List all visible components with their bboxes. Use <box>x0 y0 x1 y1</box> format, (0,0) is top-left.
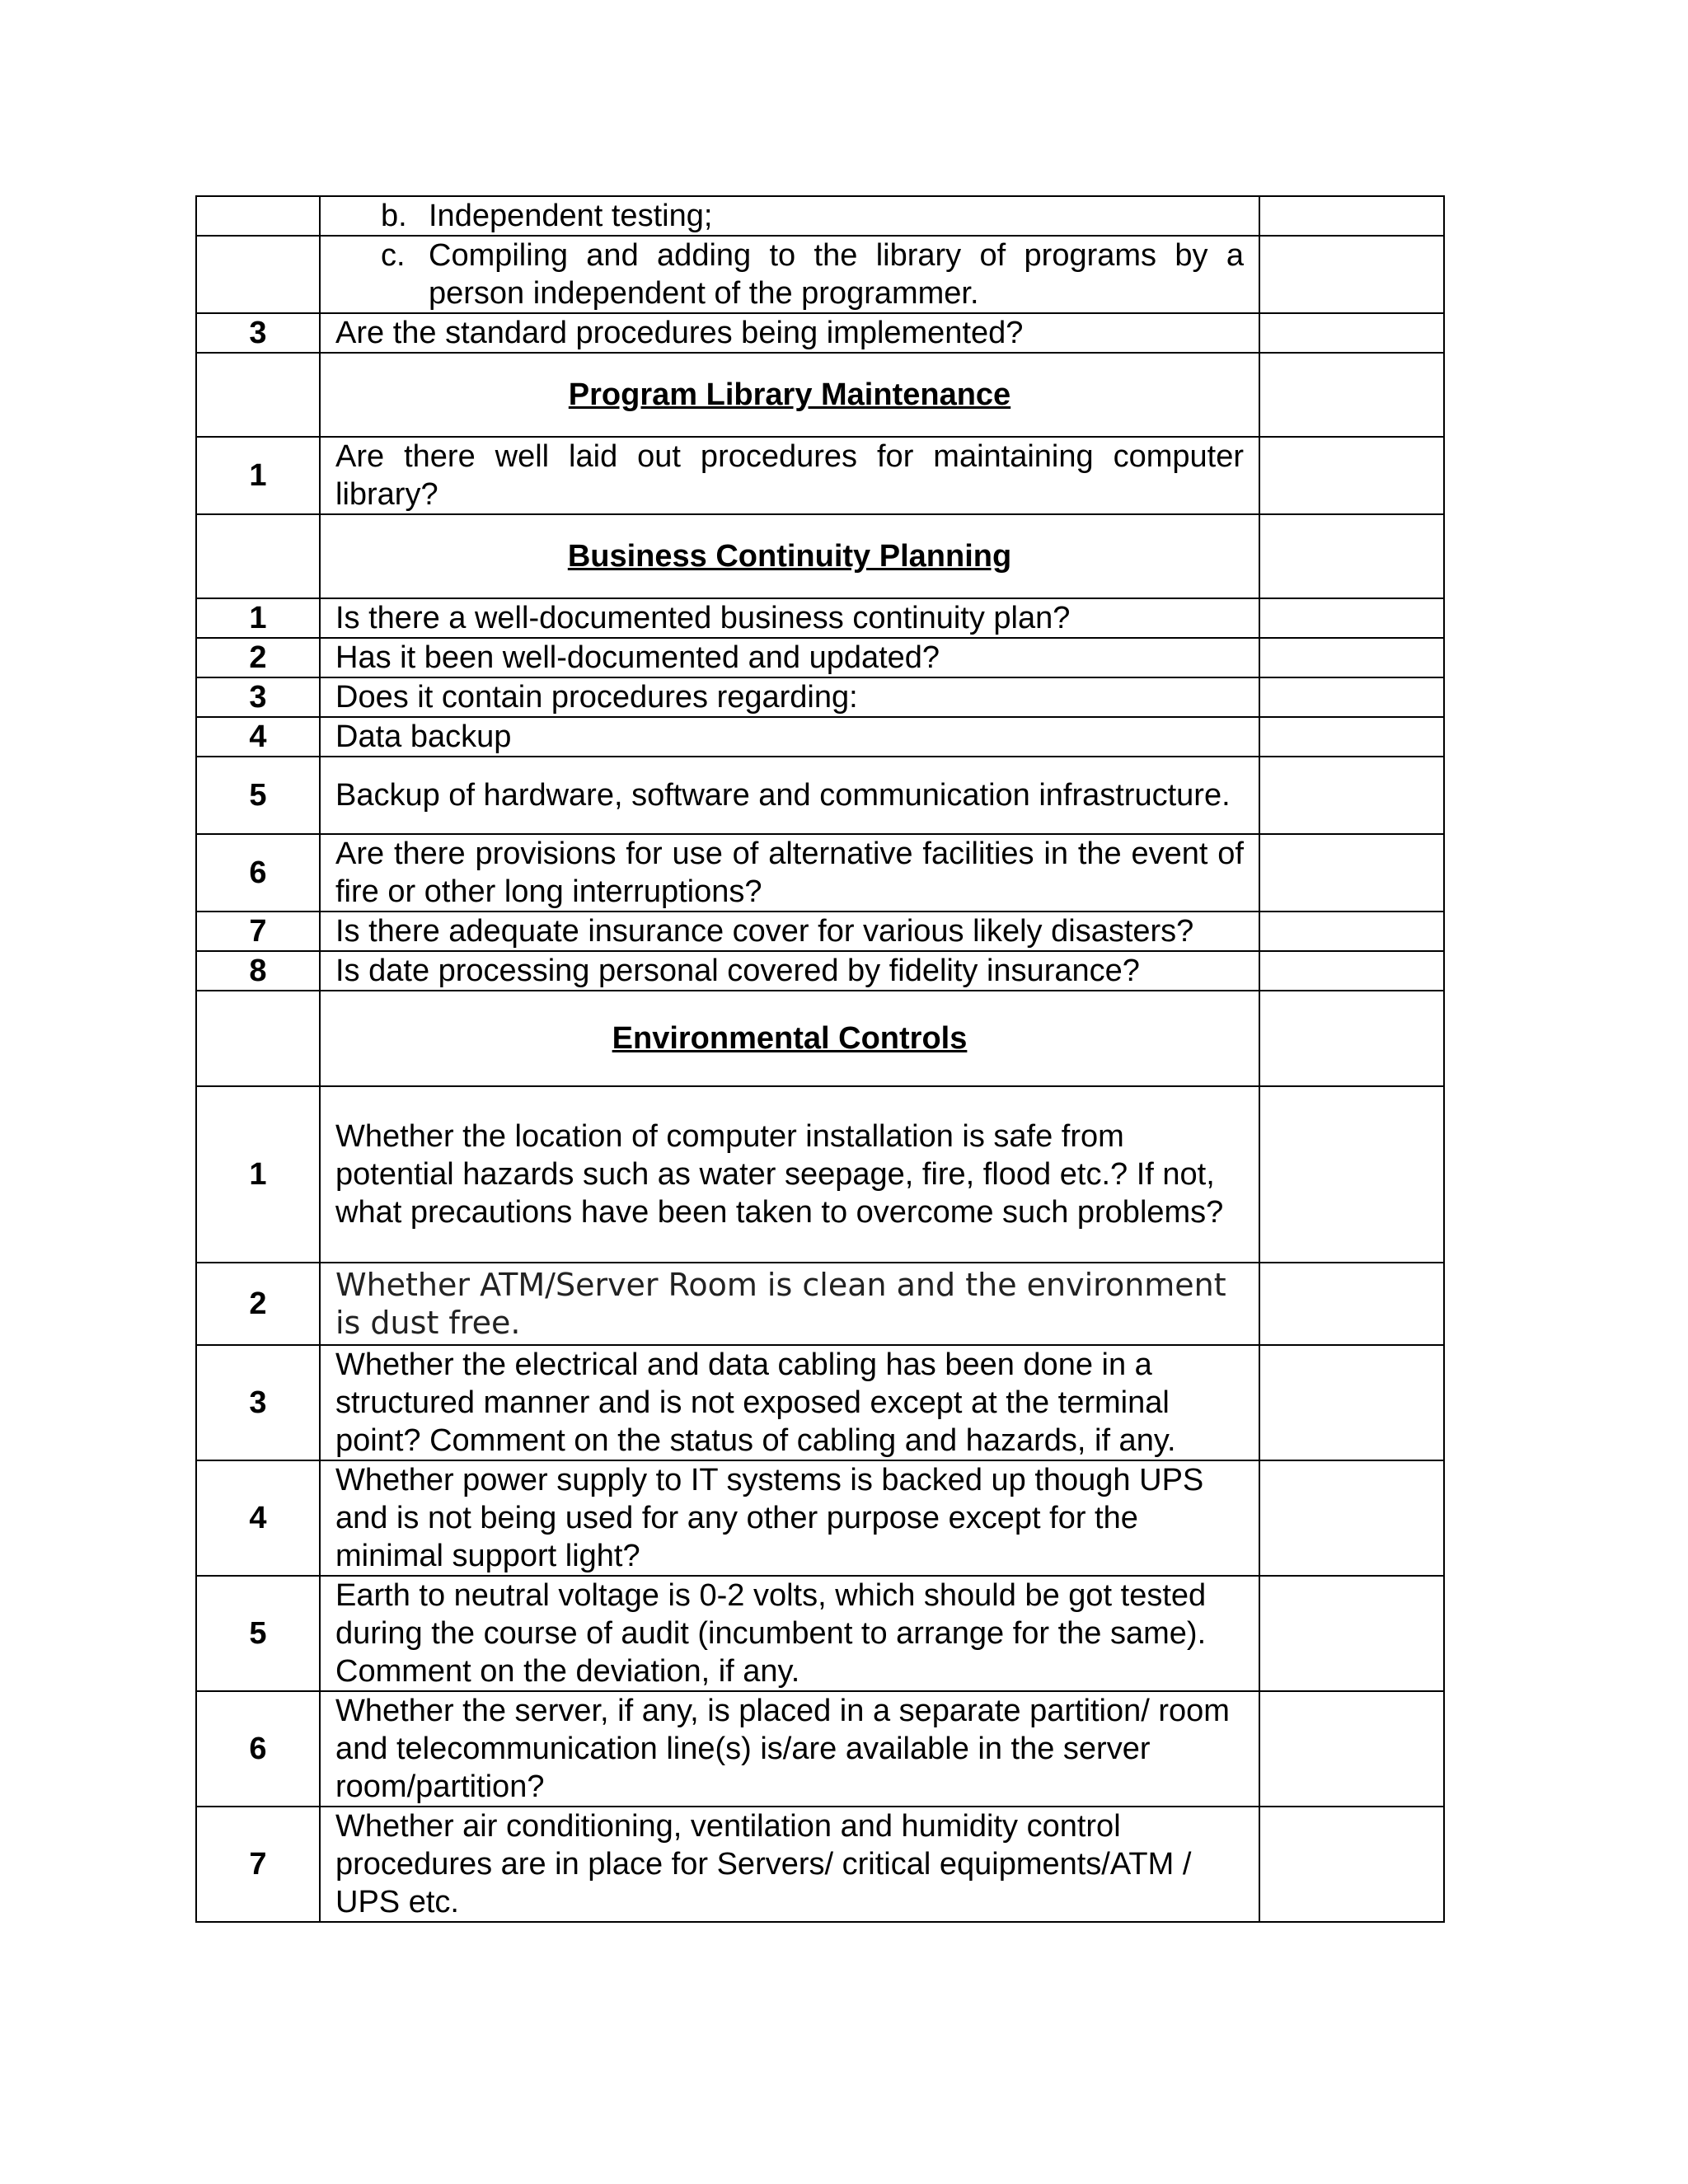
table-row <box>196 912 1444 951</box>
item-number: 5 <box>196 1576 320 1691</box>
question-text: Whether the server, if any, is placed in a separate partition/ room and telecommunication line(s) is/are available in the server room/partition? <box>320 1691 1259 1807</box>
response-cell <box>1259 236 1444 313</box>
table-row <box>196 598 1444 638</box>
table-row <box>196 1576 1444 1691</box>
response-cell <box>1259 1460 1444 1576</box>
response-cell <box>1259 834 1444 912</box>
section-heading: Environmental Controls <box>320 991 1259 1086</box>
response-cell <box>1259 313 1444 353</box>
item-number: 6 <box>196 1691 320 1807</box>
question-text: Data backup <box>320 717 1259 757</box>
sub-item-letter: b. <box>381 199 407 233</box>
response-cell <box>1259 912 1444 951</box>
table-row <box>196 1345 1444 1460</box>
table-row <box>196 196 1444 236</box>
response-cell <box>1259 757 1444 834</box>
section-heading-row <box>196 514 1444 598</box>
question-cell <box>320 236 1259 313</box>
section-heading-row <box>196 991 1444 1086</box>
question-text: Whether the location of computer installation is safe from potential hazards such as water seepage, fire, flood etc.? If not, what precautions have been taken to overcome such problems? <box>320 1086 1259 1263</box>
response-cell <box>1259 717 1444 757</box>
sub-item-text: Compiling and adding to the library of programs by a person independent of the programmer. <box>429 238 1244 311</box>
table-row <box>196 236 1444 313</box>
table-row <box>196 313 1444 353</box>
item-number: 3 <box>196 677 320 717</box>
item-number: 3 <box>196 313 320 353</box>
response-cell <box>1259 196 1444 236</box>
response-cell <box>1259 677 1444 717</box>
question-text: Is there adequate insurance cover for various likely disasters? <box>320 912 1259 951</box>
table-row <box>196 677 1444 717</box>
sub-item-letter: c. <box>381 238 406 273</box>
item-number: 7 <box>196 1807 320 1922</box>
response-cell <box>1259 991 1444 1086</box>
response-cell <box>1259 1576 1444 1691</box>
table-row <box>196 717 1444 757</box>
item-number-cell <box>196 514 320 598</box>
item-number: 1 <box>196 1086 320 1263</box>
item-number: 7 <box>196 912 320 951</box>
item-number: 1 <box>196 437 320 514</box>
item-number-cell <box>196 991 320 1086</box>
response-cell <box>1259 598 1444 638</box>
sub-item <box>335 197 1244 235</box>
question-cell <box>320 196 1259 236</box>
item-number: 6 <box>196 834 320 912</box>
section-heading-row <box>196 353 1444 437</box>
table-row <box>196 1086 1444 1263</box>
table-row <box>196 1691 1444 1807</box>
sub-item-text: Independent testing; <box>429 199 713 233</box>
response-cell <box>1259 1263 1444 1345</box>
table-row <box>196 1807 1444 1922</box>
item-number: 2 <box>196 1263 320 1345</box>
question-text: Are there well laid out procedures for maintaining computer library? <box>320 437 1259 514</box>
response-cell <box>1259 951 1444 991</box>
item-number: 4 <box>196 717 320 757</box>
audit-checklist-table <box>195 195 1445 1923</box>
table-row <box>196 1263 1444 1345</box>
response-cell <box>1259 1807 1444 1922</box>
response-cell <box>1259 1345 1444 1460</box>
item-number: 8 <box>196 951 320 991</box>
item-number-cell <box>196 353 320 437</box>
table-row <box>196 757 1444 834</box>
section-heading: Program Library Maintenance <box>320 353 1259 437</box>
item-number: 4 <box>196 1460 320 1576</box>
response-cell <box>1259 1086 1444 1263</box>
question-text: Has it been well-documented and updated? <box>320 638 1259 677</box>
item-number-cell <box>196 196 320 236</box>
question-text: Are there provisions for use of alternative facilities in the event of fire or other long interruptions? <box>320 834 1259 912</box>
question-text: Whether power supply to IT systems is backed up though UPS and is not being used for any other purpose except for the minimal support light? <box>320 1460 1259 1576</box>
response-cell <box>1259 1691 1444 1807</box>
response-cell <box>1259 353 1444 437</box>
question-text: Are the standard procedures being implemented? <box>320 313 1259 353</box>
question-text: Whether air conditioning, ventilation and humidity control procedures are in place for Servers/ critical equipments/ATM / UPS etc. <box>320 1807 1259 1922</box>
item-number: 3 <box>196 1345 320 1460</box>
item-number: 1 <box>196 598 320 638</box>
table-row <box>196 834 1444 912</box>
item-number: 2 <box>196 638 320 677</box>
question-text: Is date processing personal covered by fidelity insurance? <box>320 951 1259 991</box>
question-text: Whether ATM/Server Room is clean and the environment is dust free. <box>320 1263 1259 1345</box>
table-row <box>196 638 1444 677</box>
section-heading: Business Continuity Planning <box>320 514 1259 598</box>
question-text: Does it contain procedures regarding: <box>320 677 1259 717</box>
item-number: 5 <box>196 757 320 834</box>
question-text: Earth to neutral voltage is 0-2 volts, which should be got tested during the course of audit (incumbent to arrange for the same). Comment on the deviation, if any. <box>320 1576 1259 1691</box>
response-cell <box>1259 514 1444 598</box>
response-cell <box>1259 437 1444 514</box>
table-row <box>196 951 1444 991</box>
item-number-cell <box>196 236 320 313</box>
table-row <box>196 1460 1444 1576</box>
question-text: Backup of hardware, software and communication infrastructure. <box>320 757 1259 834</box>
table-row <box>196 437 1444 514</box>
question-text: Whether the electrical and data cabling has been done in a structured manner and is not exposed except at the terminal point? Comment on the status of cabling and hazards, if any. <box>320 1345 1259 1460</box>
response-cell <box>1259 638 1444 677</box>
question-text: Is there a well-documented business continuity plan? <box>320 598 1259 638</box>
sub-item <box>335 237 1244 312</box>
